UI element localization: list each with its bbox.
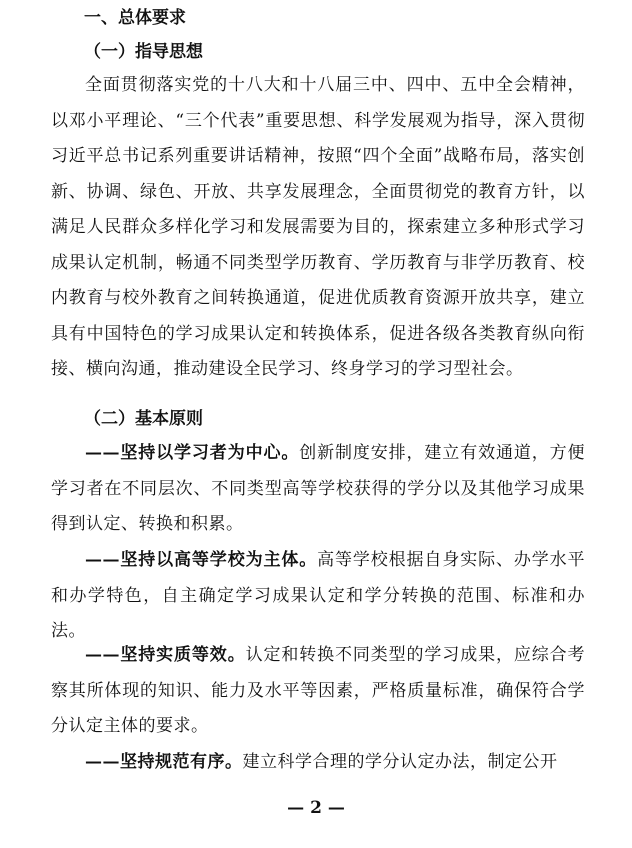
subsection-heading-basic-principles: （二）基本原则 bbox=[84, 409, 203, 429]
section-heading: 一、总体要求 bbox=[84, 8, 186, 28]
guiding-ideology-paragraph: 全面贯彻落实党的十八大和十八届三中、四中、五中全会精神，以邓小平理论、“三个代表”重要思想、科学发展观为指导，深入贯彻习近平总书记系列重要讲话精神，按照“四个全面”战略布局，落实创新、协调、绿色、开放、共享发展理念，全面贯彻党的教育方针，以满足人民群众多样化学习和发展需要为目的，探索建立多种形式学习成果认定机制，畅通不同类型学历教育、学历教育与非学历教育、校内教育与校外教育之间转换通道，促进优质教育资源开放共享，建立具有中国特色的学习成果认定和转换体系，促进各级各类教育纵向衔接、横向沟通，推动建设全民学习、终身学习的学习型社会。 bbox=[51, 75, 585, 379]
principle-text: 创新制度安排，建立有效通道，方便学习者在不同层次、不同类型高等学校获得的学分以及其他学习成果得到认定、转换和积累。 bbox=[51, 443, 586, 534]
principle-lead: ——坚持以高等学校为主体。 bbox=[85, 550, 318, 570]
principle-text: 建立科学合理的学分认定办法，制定公开 bbox=[242, 752, 558, 772]
principle-paragraph bbox=[51, 543, 585, 650]
principle-lead: ——坚持实质等效。 bbox=[85, 645, 246, 665]
principle-lead: ——坚持以学习者为中心。 bbox=[85, 443, 300, 463]
principle-paragraph bbox=[51, 638, 585, 745]
principle-lead: ——坚持规范有序。 bbox=[85, 752, 243, 772]
principle-paragraph bbox=[51, 436, 585, 543]
page-number: — 2 — bbox=[287, 798, 345, 818]
subsection-heading-guiding-ideology: （一）指导思想 bbox=[84, 42, 203, 62]
principle-text: 认定和转换不同类型的学习成果，应综合考察其所体现的知识、能力及水平等因素，严格质量标准，确保符合学分认定主体的要求。 bbox=[51, 645, 586, 736]
principle-text: 高等学校根据自身实际、办学水平和办学特色，自主确定学习成果认定和学分转换的范围、标准和办法。 bbox=[51, 550, 586, 641]
principle-paragraph bbox=[51, 745, 585, 781]
